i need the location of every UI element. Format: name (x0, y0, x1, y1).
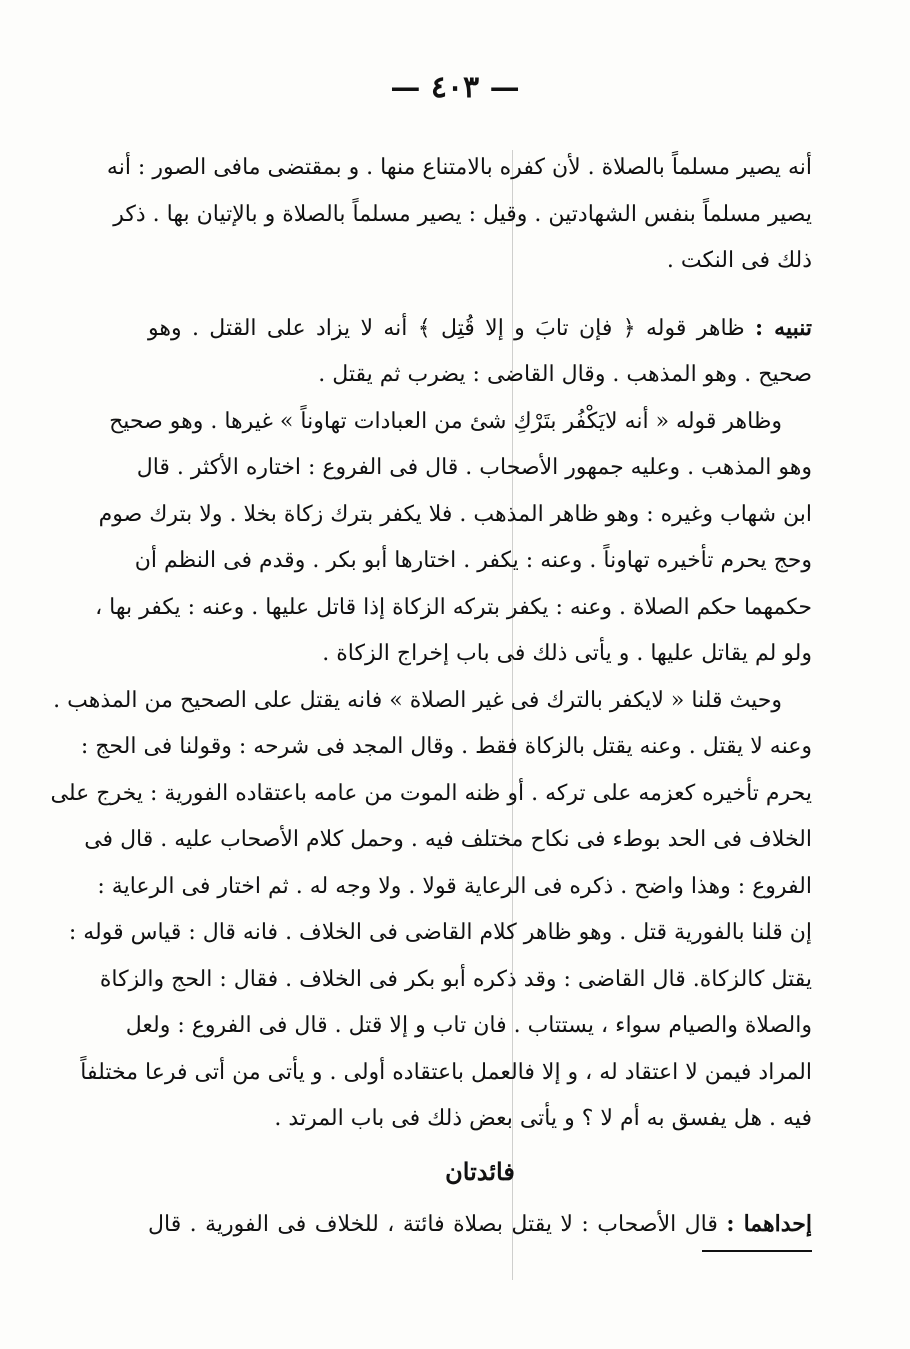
text-body (50, 145, 813, 1248)
text-line: الفروع : وهذا واضح . ذكره فى الرعاية قولا . ولا وجه له . ثم اختار فى الرعاية : (97, 873, 812, 899)
text-line: ولو لم يقاتل عليها . و يأتى ذلك فى باب إخراج الزكاة . (322, 641, 812, 666)
paragraph-5 (148, 1201, 812, 1249)
text-line: ذلك فى النكت . (666, 248, 812, 273)
text-line: ابن شهاب وغيره : وهو ظاهر المذهب . فلا يكفر بترك زكاة بخلا . ولا بترك صوم (98, 501, 812, 527)
text-line: وحيث قلنا « لايكفر بالترك فى غير الصلاة » فانه يقتل على الصحيح من المذهب . (53, 687, 782, 713)
text-line: يصير مسلماً بنفس الشهادتين . وقيل : يصير مسلماً بالصلاة و بالإتيان بها . ذكر (113, 201, 812, 227)
text-fragment: قال الأصحاب : لا يقتل بصلاة فائتة ، للخلاف فى الفورية . قال (148, 1211, 727, 1237)
text-line: فيه . هل يفسق به أم لا ؟ و يأتى بعض ذلك فى باب المرتد . (274, 1106, 812, 1131)
text-line (148, 1201, 812, 1249)
paragraph-1 (106, 145, 812, 285)
text-line: والصلاة والصيام سواء ، يستتاب . فان تاب و إلا قتل . قال فى الفروع : ولعل (125, 1013, 812, 1038)
text-line: أنه يصير مسلماً بالصلاة . لأن كفره بالامتناع منها . و بمقتضى مافى الصور : أنه (106, 155, 812, 180)
text-line: حكمهما حكم الصلاة . وعنه : يكفر بتركه الزكاة إذا قاتل عليها . وعنه : يكفر بها ، (95, 594, 812, 620)
section-heading: فائدتان (445, 1156, 515, 1186)
ihdahuma-keyword: إحداهما : (726, 1210, 812, 1237)
text-line: وعنه لا يقتل . وعنه يقتل بالزكاة فقط . وقال المجد فى شرحه : وقولنا فى الحج : (80, 734, 812, 759)
text-line: إن قلنا بالفورية قتل . وهو ظاهر كلام القاضى فى الخلاف . فانه قال : قياس قوله : (68, 920, 812, 945)
text-line: يحرم تأخيره كعزمه على تركه . أو ظنه الموت من عامه باعتقاده الفورية : يخرج على (50, 780, 812, 806)
paragraph-4 (50, 678, 812, 1143)
text-line: وظاهر قوله « أنه لايَكْفُر بتَرْكِ شئ من العبادات تهاوناً » غيرها . وهو صحيح (109, 408, 782, 434)
paragraph-3 (95, 399, 812, 678)
text-line: الخلاف فى الحد بوطء فى نكاح مختلف فيه . وحمل كلام الأصحاب عليه . قال فى (84, 827, 812, 852)
text-line (148, 305, 812, 353)
text-line: صحيح . وهو المذهب . وقال القاضى : يضرب ثم يقتل . (318, 362, 812, 387)
text-line: وحج يحرم تأخيره تهاوناً . وعنه : يكفر . اختارها أبو بكر . وقدم فى النظم أن (134, 548, 812, 573)
keyword-underline (702, 1250, 812, 1252)
paragraph-2 (148, 305, 812, 399)
text-line: وهو المذهب . وعليه جمهور الأصحاب . قال فى الفروع : اختاره الأكثر . قال (136, 455, 812, 480)
text-fragment: ظاهر قوله ﴿ فإن تابَ و إلا قُتِل ﴾ أنه لا يزاد على القتل . وهو (148, 315, 756, 341)
page-number: — ٤٠٣ — (390, 70, 520, 105)
tanbih-keyword: تنبيه : (755, 314, 813, 341)
text-line: المراد فيمن لا اعتقاد له ، و إلا فالعمل باعتقاده أولى . و يأتى من أتى فرعا مختلفاً (80, 1059, 812, 1085)
paragraph-gap (148, 285, 812, 305)
text-line: يقتل كالزكاة. قال القاضى : وقد ذكره أبو بكر فى الخلاف . فقال : الحج والزكاة (99, 966, 812, 992)
